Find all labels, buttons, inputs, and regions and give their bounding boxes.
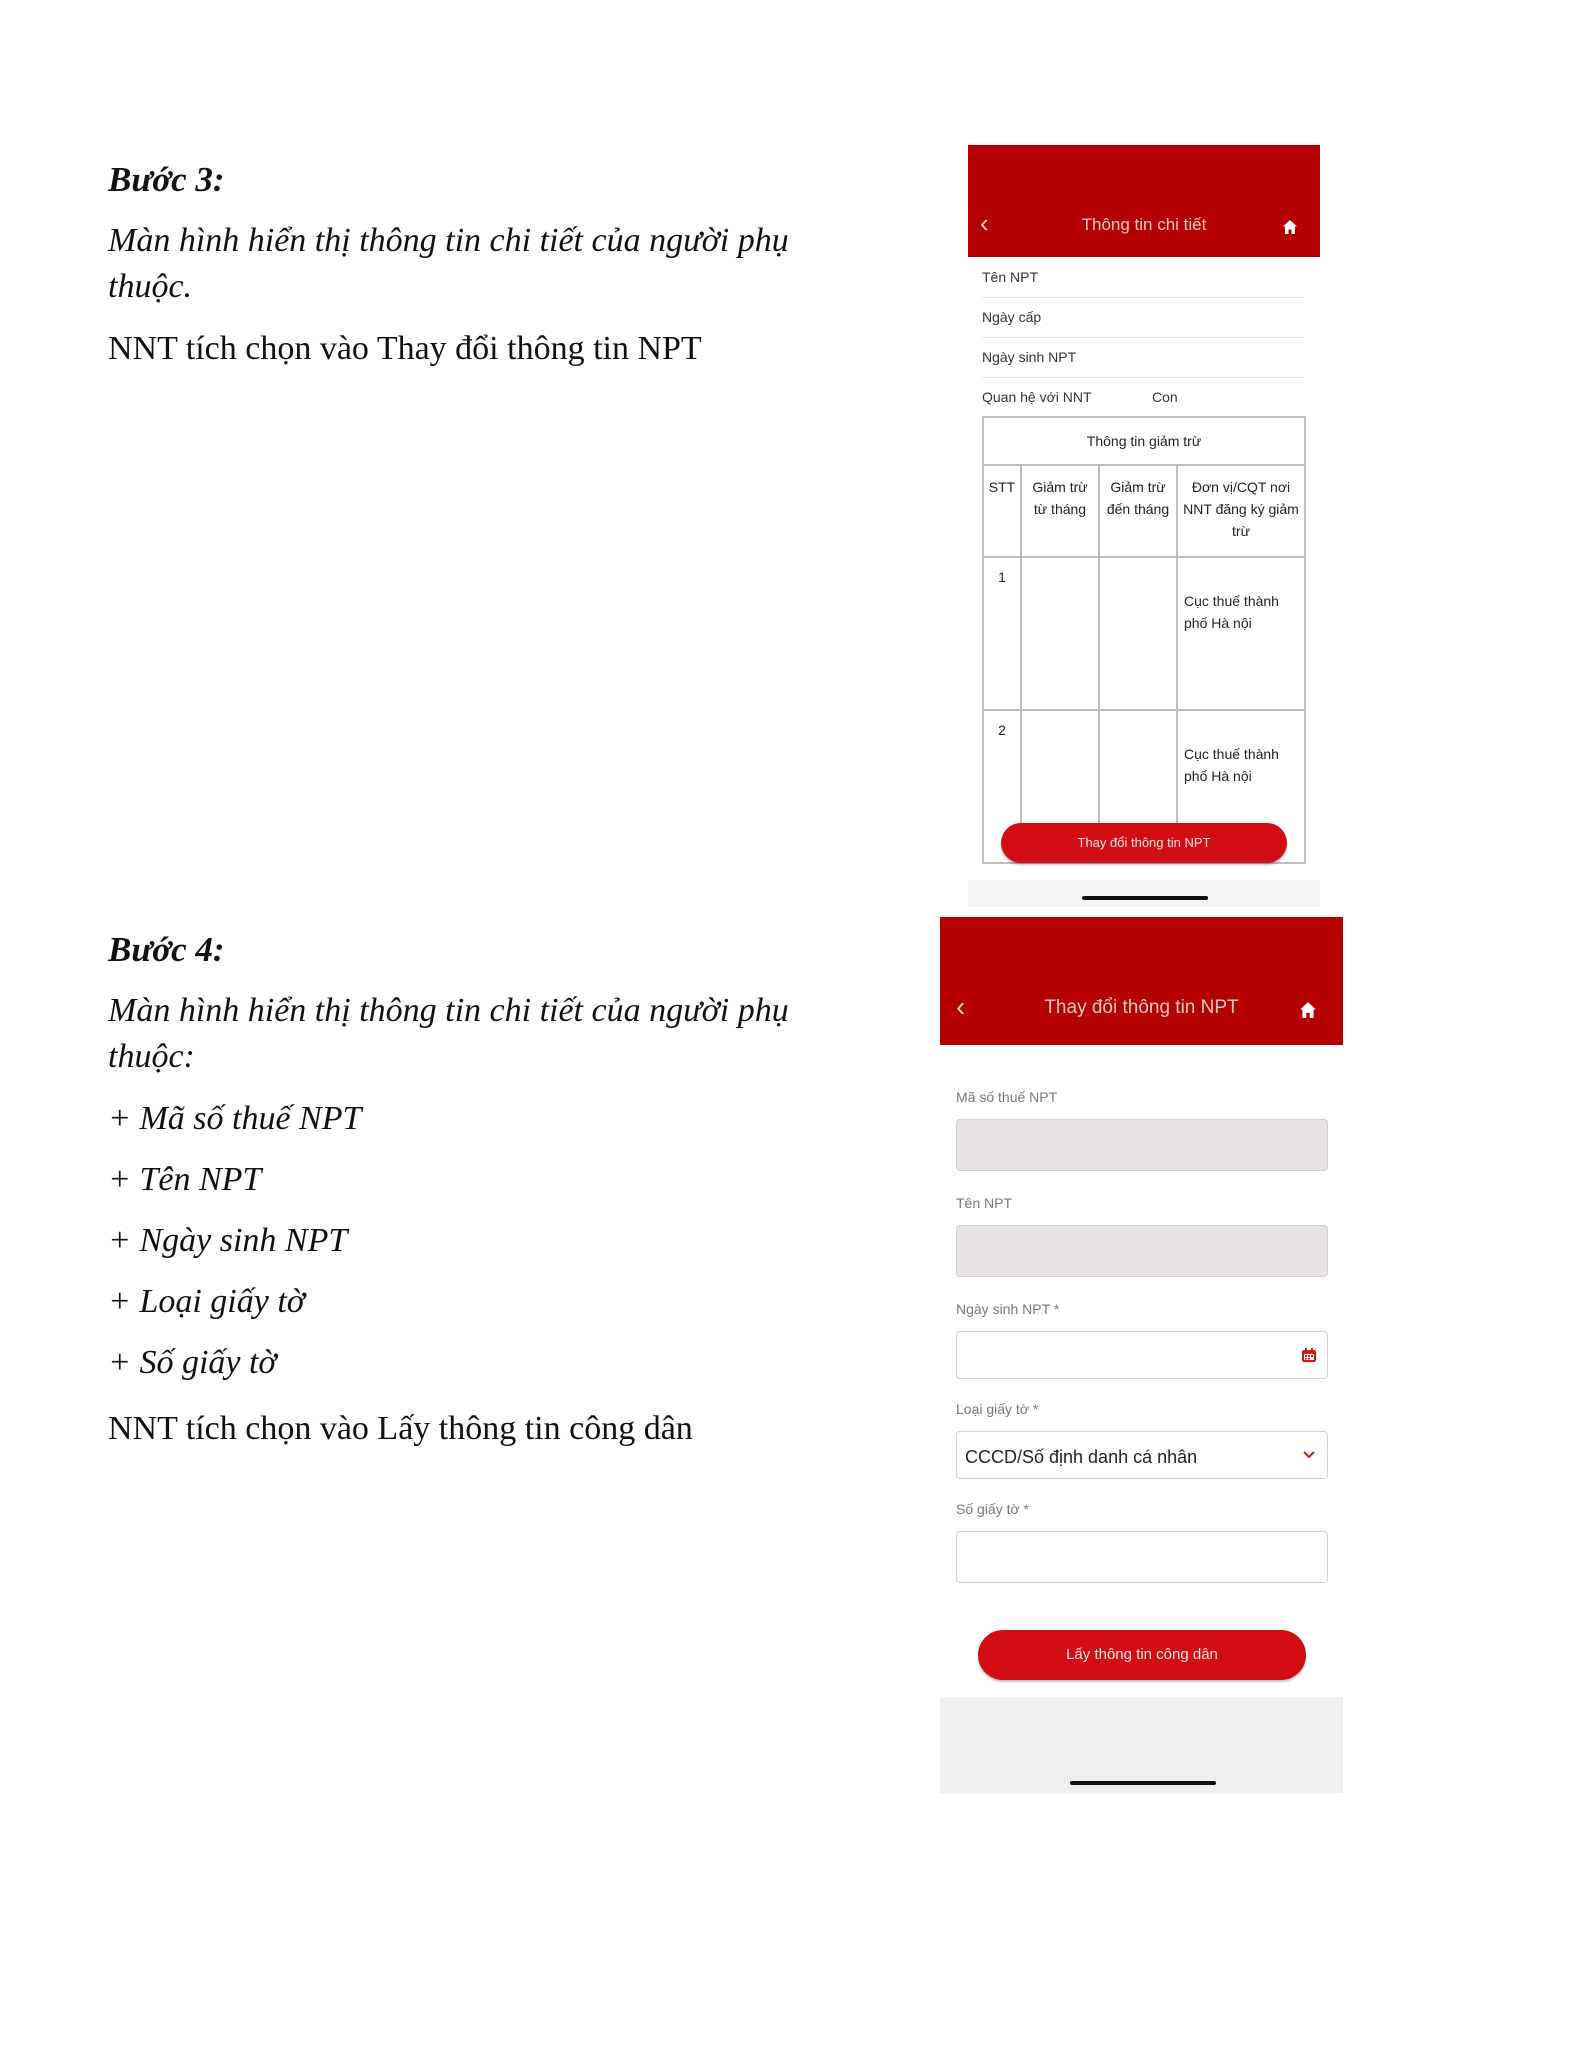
step4-item-doc-no: + Số giấy tờ — [108, 1344, 277, 1381]
home-icon[interactable] — [1282, 219, 1298, 235]
doc-type-value: CCCD/Số định danh cá nhân — [965, 1447, 1198, 1467]
field-issue-date-label: Ngày cấp — [982, 309, 1042, 325]
bottom-area — [940, 1697, 1343, 1793]
home-indicator — [1082, 896, 1208, 900]
doc-no-label: Số giấy tờ * — [956, 1501, 1029, 1517]
dob-label: Ngày sinh NPT * — [956, 1301, 1060, 1317]
field-relation-value: Con — [1152, 389, 1178, 405]
step3-title: Bước 3: — [108, 160, 225, 199]
table-header-from: Giảm trừ từ tháng — [1021, 465, 1099, 557]
deduction-table-caption: Thông tin giảm trừ — [983, 417, 1305, 465]
field-name — [982, 257, 1304, 298]
chevron-left-icon[interactable]: ‹ — [956, 991, 966, 1022]
detail-header — [968, 145, 1320, 257]
step4-item-dob: + Ngày sinh NPT — [108, 1222, 348, 1259]
field-issue-date — [982, 297, 1304, 338]
table-header-to: Giảm trừ đến tháng — [1099, 465, 1177, 557]
doc-type-select[interactable] — [956, 1431, 1328, 1479]
home-indicator — [1070, 1781, 1216, 1785]
deduction-table — [982, 416, 1306, 864]
change-npt-button[interactable]: Thay đổi thông tin NPT — [1001, 823, 1287, 863]
get-citizen-info-button[interactable]: Lấy thông tin công dân — [978, 1630, 1306, 1680]
home-icon[interactable] — [1299, 1001, 1317, 1019]
step4-item-name: + Tên NPT — [108, 1161, 262, 1198]
step4-item-tax-code: + Mã số thuế NPT — [108, 1100, 362, 1137]
change-title: Thay đổi thông tin NPT — [1044, 997, 1239, 1018]
table-header-org: Đơn vị/CQT nơi NNT đăng ký giảm trừ — [1177, 465, 1305, 557]
step3-action: NNT tích chọn vào Thay đổi thông tin NPT — [108, 330, 702, 367]
change-header — [940, 917, 1343, 1045]
screen-change-npt — [940, 917, 1343, 1793]
chevron-left-icon[interactable]: ‹ — [980, 208, 989, 238]
field-dob-label: Ngày sinh NPT — [982, 349, 1077, 365]
dob-input[interactable] — [956, 1331, 1328, 1379]
table-cell-to — [1099, 557, 1177, 710]
tax-code-input[interactable] — [956, 1119, 1328, 1171]
step4-description: Màn hình hiển thị thông tin chi tiết của người phụ thuộc: — [108, 992, 789, 1075]
step4-item-doc-type: + Loại giấy tờ — [108, 1283, 305, 1320]
bottom-area — [968, 880, 1320, 907]
doc-no-input[interactable] — [956, 1531, 1328, 1583]
step4-action: NNT tích chọn vào Lấy thông tin công dân — [108, 1410, 693, 1447]
table-cell-org: Cục thuế thành phố Hà nội — [1177, 557, 1305, 710]
field-name-label: Tên NPT — [982, 269, 1039, 285]
table-cell-stt: 2 — [983, 710, 1021, 863]
field-relation-label: Quan hệ với NNT — [982, 389, 1092, 405]
step4-title: Bước 4: — [108, 930, 225, 969]
step3-description: Màn hình hiển thị thông tin chi tiết của người phụ thuộc. — [108, 222, 789, 305]
table-header-stt: STT — [983, 465, 1021, 557]
detail-title: Thông tin chi tiết — [1081, 215, 1207, 234]
name-label: Tên NPT — [956, 1195, 1013, 1211]
name-input[interactable] — [956, 1225, 1328, 1277]
table-cell-from — [1021, 557, 1099, 710]
field-relation — [982, 377, 1304, 417]
calendar-icon[interactable] — [1301, 1347, 1317, 1363]
doc-type-label: Loại giấy tờ * — [956, 1401, 1039, 1417]
table-cell-org: Cục thuế thành phố Hà nội — [1177, 710, 1305, 863]
table-row — [983, 557, 1305, 710]
table-cell-stt: 1 — [983, 557, 1021, 710]
field-dob — [982, 337, 1304, 378]
chevron-down-icon[interactable] — [1303, 1451, 1315, 1459]
screen-detail — [968, 145, 1320, 907]
tax-code-label: Mã số thuế NPT — [956, 1089, 1058, 1105]
